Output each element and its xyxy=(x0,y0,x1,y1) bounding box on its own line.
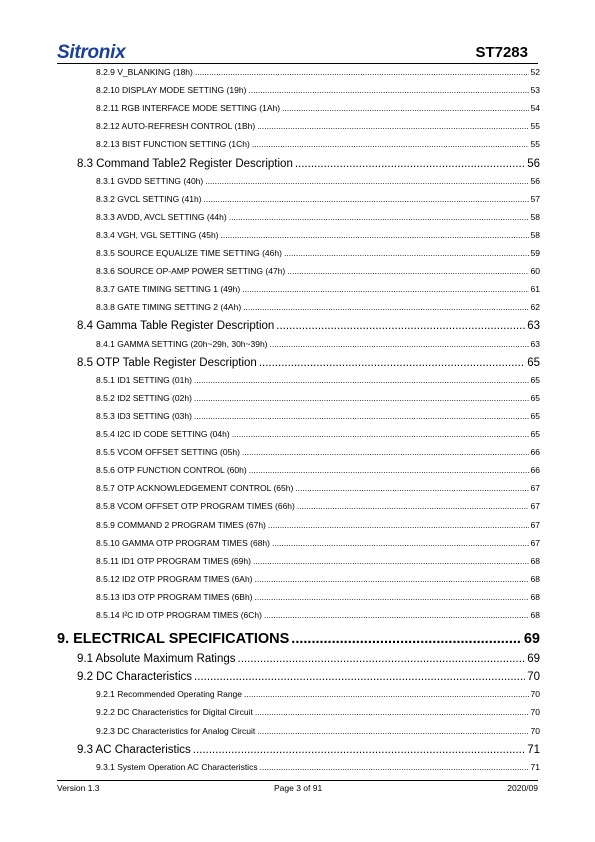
toc-entry[interactable] xyxy=(96,520,540,534)
toc-entry-page: 65 xyxy=(530,374,540,385)
toc-entry-title: 8.3.1 GVDD SETTING (40h) xyxy=(96,175,204,186)
toc-entry-title: 8.5.11 ID1 OTP PROGRAM TIMES (69h) xyxy=(96,555,251,566)
toc-entry-page: 67 xyxy=(530,537,540,548)
toc-dot-leader xyxy=(255,592,529,602)
toc-dot-leader xyxy=(257,726,528,736)
toc-entry-page: 70 xyxy=(530,707,540,718)
toc-dot-leader xyxy=(276,320,525,332)
toc-entry-page: 66 xyxy=(530,447,540,458)
toc-entry-title: 8.4.1 GAMMA SETTING (20h~29h, 30h~39h) xyxy=(96,338,268,349)
toc-entry[interactable] xyxy=(96,266,540,280)
toc-entry-title: 8.5.7 OTP ACKNOWLEDGEMENT CONTROL (65h) xyxy=(96,483,294,494)
toc-entry-title: 8.4 Gamma Table Register Description xyxy=(77,320,275,333)
toc-entry-page: 71 xyxy=(530,761,540,772)
toc-entry[interactable] xyxy=(96,176,540,190)
toc-entry-page: 57 xyxy=(530,193,540,204)
toc-entry-page: 68 xyxy=(530,610,540,620)
toc-dot-leader xyxy=(255,707,529,717)
toc-dot-leader xyxy=(242,284,528,294)
toc-dot-leader xyxy=(287,266,528,276)
toc-entry[interactable] xyxy=(96,85,540,99)
toc-entry-page: 65 xyxy=(527,356,540,369)
toc-entry-page: 52 xyxy=(530,67,540,77)
toc-entry-page: 55 xyxy=(530,139,540,150)
toc-dot-leader xyxy=(194,411,529,421)
toc-entry[interactable] xyxy=(96,538,540,552)
toc-dot-leader xyxy=(297,501,529,511)
toc-entry-title: 8.5.1 ID1 SETTING (01h) xyxy=(96,374,192,385)
toc-entry-page: 70 xyxy=(530,725,540,736)
toc-dot-leader xyxy=(221,230,529,240)
toc-dot-leader xyxy=(295,483,528,493)
toc-entry[interactable] xyxy=(96,121,540,135)
toc-dot-leader xyxy=(194,393,529,403)
toc-entry-title: 8.5.10 GAMMA OTP PROGRAM TIMES (68h) xyxy=(96,537,270,548)
toc-entry[interactable] xyxy=(96,139,540,153)
toc-entry-title: 8.5.3 ID3 SETTING (03h) xyxy=(96,410,192,421)
toc-entry-page: 62 xyxy=(530,302,540,313)
toc-entry-title: 8.5.13 ID3 OTP PROGRAM TIMES (6Bh) xyxy=(96,591,253,602)
toc-entry-page: 55 xyxy=(530,121,540,132)
toc-entry[interactable] xyxy=(96,762,540,776)
toc-dot-leader xyxy=(244,689,529,699)
toc-entry[interactable] xyxy=(96,501,540,515)
toc-entry-page: 65 xyxy=(530,392,540,403)
toc-entry-page: 71 xyxy=(527,743,540,756)
toc-entry[interactable] xyxy=(96,574,540,588)
toc-entry[interactable] xyxy=(96,393,540,407)
toc-entry-title: 8.3.6 SOURCE OP-AMP POWER SETTING (47h) xyxy=(96,266,286,277)
toc-entry[interactable] xyxy=(96,429,540,443)
toc-dot-leader xyxy=(270,339,529,349)
footer-page-number: Page 3 of 91 xyxy=(274,783,323,793)
toc-entry-title: 8.2.13 BIST FUNCTION SETTING (1Ch) xyxy=(96,139,250,150)
toc-entry-title: 9.3 AC Characteristics xyxy=(77,743,191,756)
toc-entry-page: 63 xyxy=(530,338,540,349)
header-rule xyxy=(57,63,538,64)
toc-dot-leader xyxy=(291,631,522,647)
toc-entry-title: 8.5.4 I2C ID CODE SETTING (04h) xyxy=(96,429,230,439)
toc-entry-page: 69 xyxy=(527,653,540,666)
toc-dot-leader xyxy=(268,520,529,530)
toc-entry[interactable] xyxy=(96,465,540,479)
toc-dot-leader xyxy=(194,375,529,385)
page-header xyxy=(57,42,538,64)
toc-entry-title: 9.1 Absolute Maximum Ratings xyxy=(77,653,236,666)
toc-dot-leader xyxy=(238,653,526,665)
toc-entry[interactable] xyxy=(96,248,540,262)
toc-entry-page: 54 xyxy=(530,103,540,114)
toc-entry[interactable] xyxy=(77,357,540,373)
toc-entry-page: 60 xyxy=(530,266,540,277)
toc-entry-page: 53 xyxy=(530,85,540,96)
toc-entry[interactable] xyxy=(96,103,540,117)
toc-entry-page: 68 xyxy=(530,555,540,566)
toc-entry-page: 56 xyxy=(530,175,540,186)
toc-entry[interactable] xyxy=(96,447,540,461)
toc-entry[interactable] xyxy=(77,320,540,336)
toc-dot-leader xyxy=(284,248,529,258)
toc-entry-title: 9. ELECTRICAL SPECIFICATIONS xyxy=(57,631,290,648)
toc-entry-page: 56 xyxy=(527,157,540,170)
toc-dot-leader xyxy=(255,574,529,584)
toc-entry-page: 61 xyxy=(530,284,540,295)
sitronix-logo: Sitronix xyxy=(57,42,126,63)
toc-entry-page: 68 xyxy=(530,591,540,602)
toc-entry-title: 8.2.11 RGB INTERFACE MODE SETTING (1Ah) xyxy=(96,103,281,114)
toc-entry[interactable] xyxy=(96,194,540,208)
toc-entry[interactable] xyxy=(96,689,540,703)
toc-entry[interactable] xyxy=(96,230,540,244)
toc-entry-title: 9.2 DC Characteristics xyxy=(77,671,193,684)
toc-entry-title: 9.2.1 Recommended Operating Range xyxy=(96,689,243,700)
toc-entry-page: 65 xyxy=(530,429,540,439)
toc-entry-page: 59 xyxy=(530,248,540,258)
toc-dot-leader xyxy=(259,357,525,369)
toc-entry-page: 70 xyxy=(527,671,540,684)
toc-entry[interactable] xyxy=(77,671,540,687)
toc-entry[interactable] xyxy=(96,302,540,316)
toc-entry[interactable] xyxy=(77,653,540,669)
toc-entry-title: 8.3.7 GATE TIMING SETTING 1 (49h) xyxy=(96,284,241,295)
toc-entry-page: 58 xyxy=(530,211,540,222)
toc-dot-leader xyxy=(257,121,528,131)
toc-dot-leader xyxy=(272,538,529,548)
toc-entry[interactable] xyxy=(96,726,540,740)
toc-entry-title: 8.2.9 V_BLANKING (18h) xyxy=(96,67,193,77)
toc-entry-page: 67 xyxy=(530,519,540,530)
toc-entry[interactable] xyxy=(77,744,540,760)
toc-entry-page: 69 xyxy=(523,631,540,648)
toc-dot-leader xyxy=(195,67,529,77)
toc-entry-title: 8.5.8 VCOM OFFSET OTP PROGRAM TIMES (66h) xyxy=(96,501,295,512)
part-number: ST7283 xyxy=(475,44,528,61)
toc-entry-title: 8.5.12 ID2 OTP PROGRAM TIMES (6Ah) xyxy=(96,573,253,584)
toc-entry[interactable] xyxy=(96,284,540,298)
toc-entry-title: 8.5.5 VCOM OFFSET SETTING (05h) xyxy=(96,447,240,458)
toc-entry-page: 68 xyxy=(530,573,540,584)
toc-entry[interactable] xyxy=(96,339,540,353)
toc-entry[interactable] xyxy=(96,610,540,624)
toc-dot-leader xyxy=(229,212,529,222)
toc-dot-leader xyxy=(249,465,529,475)
toc-dot-leader xyxy=(243,302,528,312)
toc-dot-leader xyxy=(232,429,529,439)
toc-entry-page: 66 xyxy=(530,465,540,476)
toc-entry-title: 8.5.9 COMMAND 2 PROGRAM TIMES (67h) xyxy=(96,519,266,530)
toc-dot-leader xyxy=(282,103,528,113)
toc-dot-leader xyxy=(295,158,525,170)
toc-entry-page: 58 xyxy=(530,229,540,240)
toc-entry[interactable] xyxy=(96,707,540,721)
toc-entry[interactable] xyxy=(96,212,540,226)
toc-entry[interactable] xyxy=(96,411,540,425)
toc-entry-title: 8.2.12 AUTO-REFRESH CONTROL (1Bh) xyxy=(96,121,256,132)
toc-entry-page: 67 xyxy=(530,483,540,494)
toc-entry-title: 8.5 OTP Table Register Description xyxy=(77,356,257,369)
toc-entry-title: 8.3.8 GATE TIMING SETTING 2 (4Ah) xyxy=(96,302,242,313)
toc-entry[interactable] xyxy=(96,375,540,389)
toc-dot-leader xyxy=(253,556,529,566)
toc-dot-leader xyxy=(248,85,528,95)
toc-dot-leader xyxy=(264,610,529,620)
toc-entry-title: 8.3.2 GVCL SETTING (41h) xyxy=(96,193,202,204)
toc-dot-leader xyxy=(204,194,529,204)
toc-dot-leader xyxy=(193,744,525,756)
toc-entry-title: 8.5.14 I²C ID OTP PROGRAM TIMES (6Ch) xyxy=(96,610,262,620)
toc-dot-leader xyxy=(205,176,528,186)
toc-entry-title: 9.2.2 DC Characteristics for Digital Circuit xyxy=(96,707,253,718)
toc-entry[interactable] xyxy=(77,158,540,174)
toc-entry-page: 63 xyxy=(527,320,540,333)
toc-entry[interactable] xyxy=(96,556,540,570)
toc-dot-leader xyxy=(260,762,529,772)
footer-date: 2020/09 xyxy=(507,783,538,793)
toc-entry-title: 9.2.3 DC Characteristics for Analog Circuit xyxy=(96,725,256,736)
toc-entry[interactable] xyxy=(96,67,540,81)
toc-entry-page: 65 xyxy=(530,410,540,421)
toc-entry-title: 8.3.4 VGH, VGL SETTING (45h) xyxy=(96,229,219,240)
toc-entry-title: 8.3.3 AVDD, AVCL SETTING (44h) xyxy=(96,211,227,222)
toc-entry[interactable] xyxy=(96,592,540,606)
toc-entry-title: 9.3.1 System Operation AC Characteristics xyxy=(96,761,258,772)
toc-dot-leader xyxy=(242,447,529,457)
toc-entry-title: 8.3 Command Table2 Register Description xyxy=(77,157,293,170)
toc-entry-title: 8.3.5 SOURCE EQUALIZE TIME SETTING (46h) xyxy=(96,248,282,258)
toc-dot-leader xyxy=(252,139,529,149)
footer-version: Version 1.3 xyxy=(57,783,100,793)
toc-entry[interactable] xyxy=(57,631,540,651)
toc-entry-page: 70 xyxy=(530,689,540,700)
toc-dot-leader xyxy=(194,671,525,683)
toc-entry[interactable] xyxy=(96,483,540,497)
toc-entry-title: 8.5.6 OTP FUNCTION CONTROL (60h) xyxy=(96,465,247,476)
toc-entry-page: 67 xyxy=(530,501,540,512)
toc-entry-title: 8.5.2 ID2 SETTING (02h) xyxy=(96,392,192,403)
footer-rule xyxy=(57,780,538,781)
toc-entry-title: 8.2.10 DISPLAY MODE SETTING (19h) xyxy=(96,85,247,96)
